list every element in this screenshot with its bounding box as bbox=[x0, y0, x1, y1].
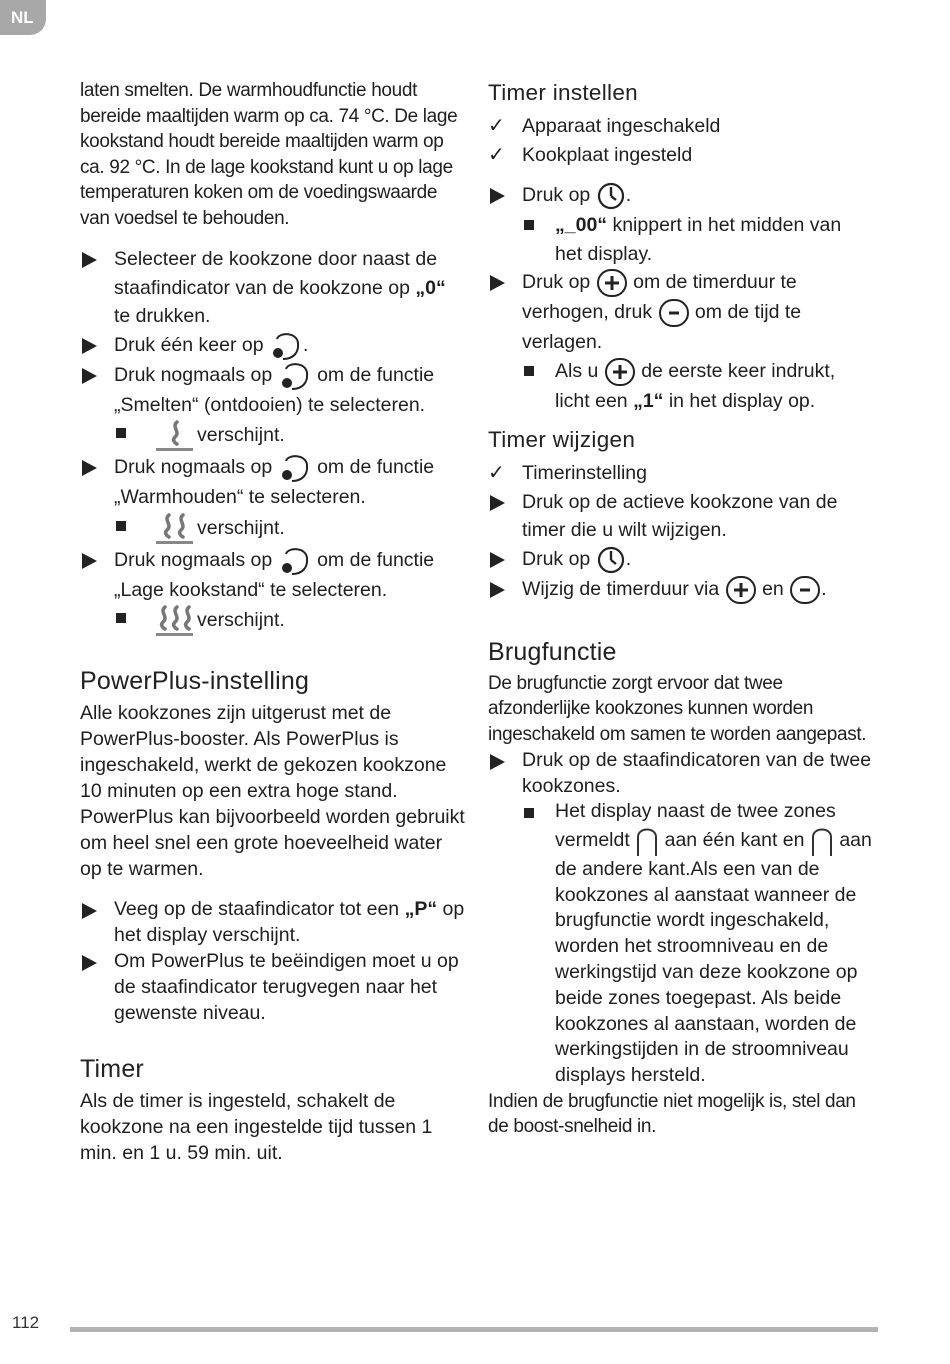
plus-key-icon bbox=[725, 575, 757, 605]
plus-key-icon bbox=[604, 357, 636, 387]
powerplus-steps bbox=[80, 896, 465, 1026]
list-item: Druk nogmaals op om de functie „Lage kookstand“ te selecteren. bbox=[80, 546, 465, 605]
list-item: Druk op om de timerduur te verhogen, druk om de tijd te verlagen. bbox=[488, 268, 873, 357]
list-item: Selecteer de kookzone door naast de staafindicator van de kookzone op „0“ te drukken. bbox=[80, 245, 465, 331]
function-key-icon bbox=[278, 361, 312, 391]
list-item: Druk één keer op . bbox=[80, 331, 465, 361]
function-key-icon bbox=[278, 546, 312, 576]
function-key-icon bbox=[269, 331, 303, 361]
bridge-intro: De brugfunctie zorgt ervoor dat twee afzonderlijke kookzones kunnen worden ingeschakeld om samen te worden aangepast. bbox=[488, 672, 867, 745]
list-item: Druk nogmaals op om de functie „Smelten“ (ontdooien) te selecteren. bbox=[80, 361, 465, 420]
intro-paragraph: laten smelten. De warmhoudfunctie houdt bereide maaltijden warm op ca. 74 °C. De lage kookstand houdt bereide maaltijden warm op ca. 92 °C. In de lage kookstand kunt u op lage temperaturen koken om de voedingswaarde van voedsel te behouden. bbox=[80, 80, 458, 229]
check-icon: ✓ bbox=[488, 115, 505, 137]
list-item: Druk op . bbox=[488, 181, 873, 211]
check-icon: ✓ bbox=[488, 462, 505, 484]
powerplus-heading: PowerPlus-instelling bbox=[80, 667, 310, 695]
list-item: Druk op de actieve kookzone van de timer die u wilt wijzigen. bbox=[488, 488, 873, 545]
timer-change-list bbox=[488, 459, 873, 605]
right-column bbox=[488, 78, 873, 1140]
footer-divider bbox=[70, 1327, 878, 1332]
left-column bbox=[80, 78, 465, 1166]
timer-set-heading: Timer instellen bbox=[488, 80, 638, 105]
timer-set-steps bbox=[488, 181, 873, 415]
list-item: ✓ Apparaat ingeschakeld bbox=[488, 112, 873, 141]
list-item: verschijnt. bbox=[80, 604, 465, 638]
list-item: Als u de eerste keer indrukt, licht een „1“ in het display op. bbox=[488, 357, 873, 416]
bridge-symbol-icon bbox=[635, 825, 659, 857]
list-item: Druk op . bbox=[488, 545, 873, 575]
list-item: verschijnt. bbox=[80, 419, 465, 453]
page-number: 112 bbox=[12, 1313, 40, 1332]
timer-key-icon bbox=[596, 181, 626, 211]
powerplus-paragraph: Alle kookzones zijn uitgerust met de PowerPlus-booster. Als PowerPlus is ingeschakeld, werkt de gekozen kookzone 10 minuten op een extra hoge stand. PowerPlus kan bijvoorbeeld worden gebruikt om heel snel een grote hoeveelheid water op te warmen. bbox=[80, 702, 465, 880]
function-steps bbox=[80, 245, 465, 638]
keep-warm-icon bbox=[155, 512, 195, 546]
bridge-symbol-icon bbox=[810, 825, 834, 857]
language-tab: NL bbox=[0, 0, 46, 35]
bridge-steps bbox=[488, 747, 873, 1089]
list-item: verschijnt. bbox=[80, 512, 465, 546]
timer-change-heading: Timer wijzigen bbox=[488, 427, 636, 452]
timer-paragraph: Als de timer is ingesteld, schakelt de kookzone na een ingestelde tijd tussen 1 min. en 1 u. 59 min. uit. bbox=[80, 1090, 433, 1164]
list-item: „_00“ knippert in het midden van het display. bbox=[488, 211, 873, 268]
bridge-outro: Indien de brugfunctie niet mogelijk is, stel dan de boost-snelheid in. bbox=[488, 1090, 856, 1138]
timer-heading: Timer bbox=[80, 1055, 144, 1083]
timer-key-icon bbox=[596, 545, 626, 575]
list-item: ✓ Kookplaat ingesteld bbox=[488, 141, 873, 170]
minus-key-icon bbox=[658, 298, 690, 328]
list-item: Het display naast de twee zones vermeldt aan één kant en aan de andere kant.Als een van de kookzones al aanstaat wanneer de brugfunctie wordt ingeschakeld, worden het stroomniveau en de werkingstijd van deze kookzone op beide zones toegepast. Als beide kookzones al aanstaan, worden de werkingstijden in de stroomniveau displays hersteld. bbox=[488, 799, 873, 1089]
plus-key-icon bbox=[596, 268, 628, 298]
function-key-icon bbox=[278, 453, 312, 483]
timer-set-list bbox=[488, 112, 873, 169]
list-item: Veeg op de staafindicator tot een „P“ op het display verschijnt. bbox=[80, 896, 465, 948]
melt-icon bbox=[155, 419, 195, 453]
list-item: ✓ Timerinstelling bbox=[488, 459, 873, 488]
list-item: Wijzig de timerduur via en . bbox=[488, 575, 873, 605]
list-item: Druk op de staafindicatoren van de twee kookzones. bbox=[488, 747, 873, 799]
bridge-heading: Brugfunctie bbox=[488, 637, 617, 666]
list-item: Om PowerPlus te beëindigen moet u op de staafindicator terugvegen naar het gewenste niveau. bbox=[80, 948, 465, 1026]
low-cooking-icon bbox=[155, 604, 195, 638]
check-icon: ✓ bbox=[488, 143, 505, 166]
list-item: Druk nogmaals op om de functie „Warmhouden“ te selecteren. bbox=[80, 453, 465, 512]
minus-key-icon bbox=[789, 575, 821, 605]
